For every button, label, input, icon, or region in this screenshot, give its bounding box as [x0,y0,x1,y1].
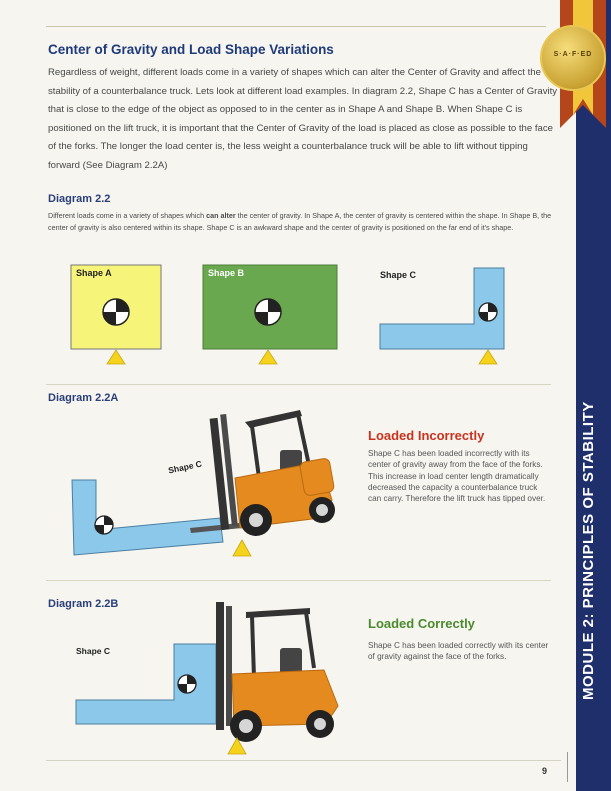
intro-paragraph: Regardless of weight, different loads come in a variety of shapes which can alter the Center of Gravity and affect the stability of a counterbalance truck. Lets look at different load examples. In diagram 2.2, Shape C has a Center of Gravity that is close to the edge of the object as opposed to in the center as in Shape A and Shape B. When Shape C is positioned on the lift truck, it is important that the Center of Gravity of the load is placed as close as possible to the face of the forks. The longer the load center is, the less weight a counterbalance truck will be able to lift without tipping forward (See Diagram 2.2A) [48,67,558,171]
shape-b-label: Shape B [208,268,245,278]
shape-a-label: Shape A [76,268,112,278]
module-title: MODULE 2: PRINCIPLES OF STABILITY [580,401,597,700]
diagram-2-2-description [48,210,558,233]
loaded-correctly-heading: Loaded Correctly [368,616,475,631]
diagram-2-2a-shape-label: Shape C [167,458,203,476]
diagram-2-2b-shape-label: Shape C [76,646,111,656]
forklift-correct-illustration [74,598,354,756]
loaded-incorrectly-text: Shape C has been loaded incorrectly with its center of gravity away from the face of the forks. This increase in load center length dramatically decreased the capacity a counterbalance truck can carry. Therefore the lift truck has tipped over. [368,449,546,504]
page-title: Center of Gravity and Load Shape Variations [48,42,334,57]
shape-a-graphic [70,264,166,366]
diagram-2-2-title: Diagram 2.2 [48,193,111,205]
seal-text: S·A·F·ED [553,51,593,58]
loaded-correctly-text: Shape C has been loaded correctly with its center of gravity against the face of the forks. [368,641,549,662]
diagram-2-2-desc-bold: can alter [206,211,236,220]
divider [46,580,551,581]
page-number: 9 [542,766,548,776]
diagram-2-2-desc-part1: Different loads come in a variety of shapes which [48,211,207,220]
loaded-incorrectly-heading: Loaded Incorrectly [368,428,485,443]
shape-b-graphic [202,264,342,366]
page-number-bar [567,752,568,782]
bottom-rule [46,760,561,761]
forklift-tipped-illustration [70,400,360,570]
diagram-2-2a-title: Diagram 2.2A [48,392,119,404]
top-rule [46,26,546,27]
diagram-2-2b-title: Diagram 2.2B [48,598,119,610]
shape-c-label: Shape C [380,270,417,280]
diagram-2-2-desc-part2: the center of gravity. In Shape A, the center of gravity is centered within the shape. In Shape B, the center of gravity is also centered within its shape. Shape C is an awkward shape and the center of gravity is positioned on the far end of it's shape. [48,211,552,232]
divider [46,384,551,385]
